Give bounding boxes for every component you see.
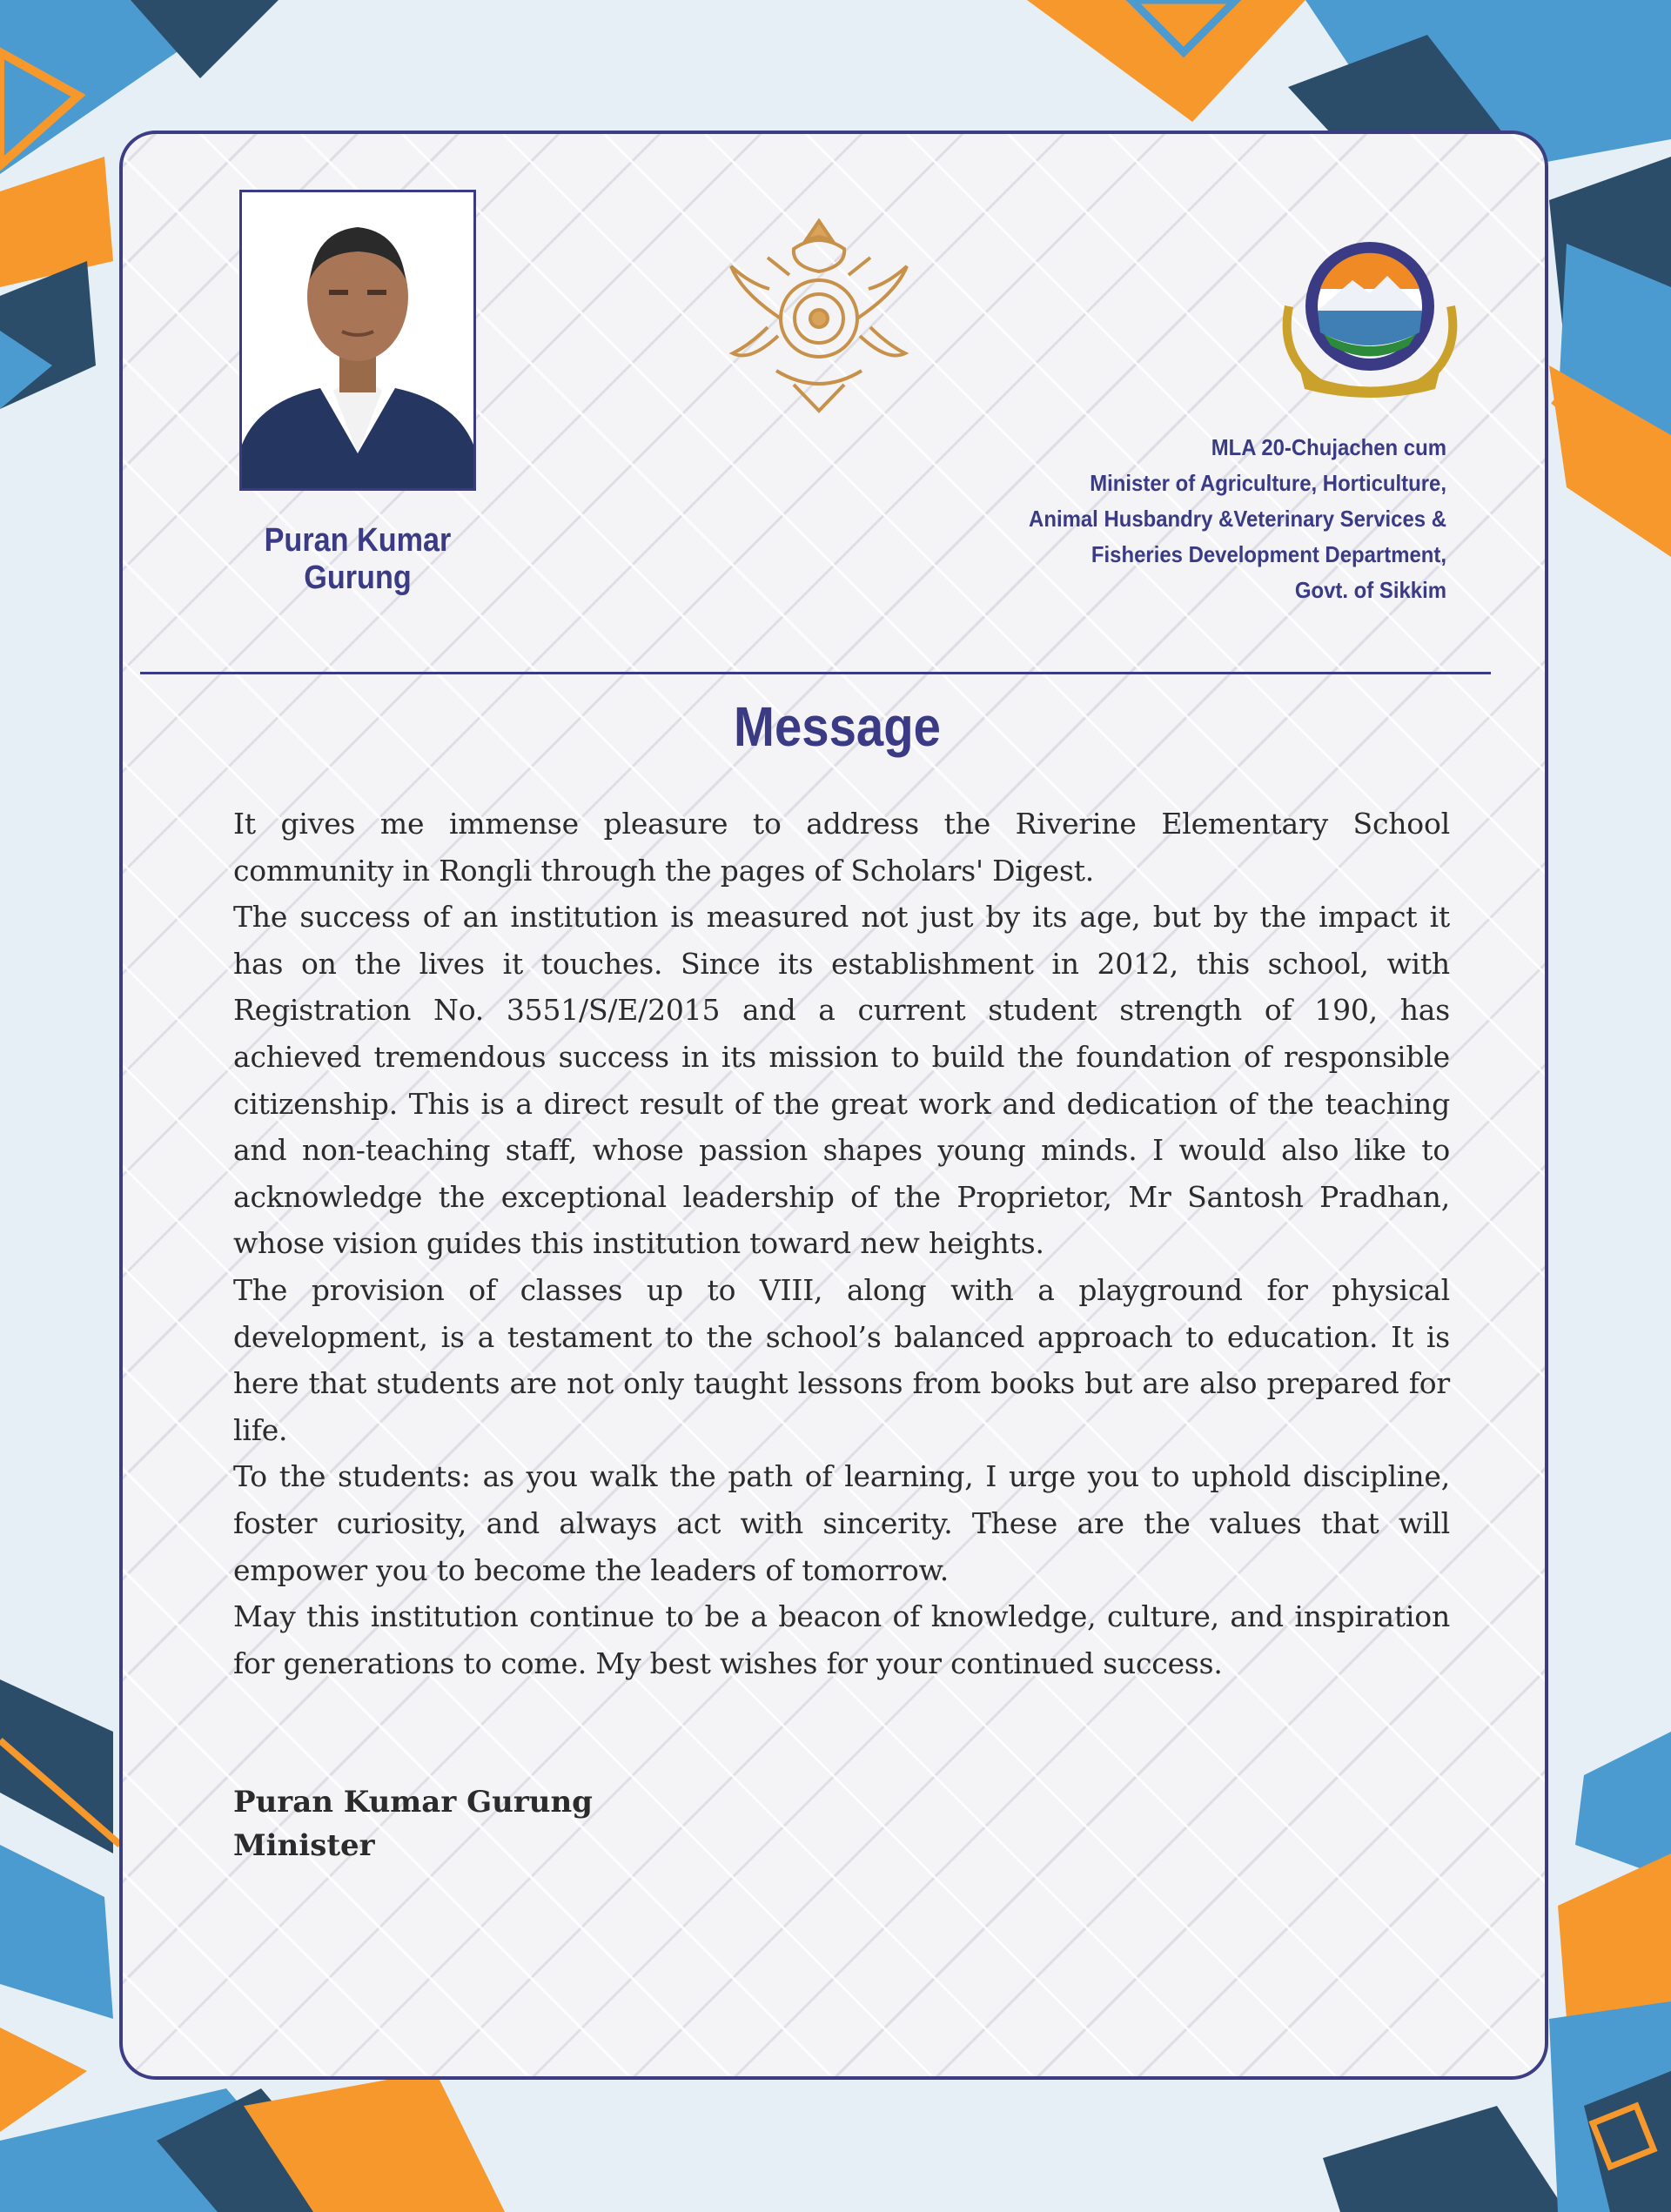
bg-shape xyxy=(1027,0,1305,122)
designation-line: Govt. of Sikkim xyxy=(1294,577,1446,603)
bg-shape xyxy=(1558,1853,1671,2019)
signature-name: Puran Kumar Gurung xyxy=(233,1785,593,1820)
designation-line: MLA 20-Chujachen cum xyxy=(1211,434,1446,460)
bg-shape xyxy=(1323,2106,1567,2212)
message-paragraph: To the students: as you walk the path of learning, I urge you to uphold discipline, foster curiosity, and always act with sincerity. These are the values that will empower you to become the leaders of tomorrow. xyxy=(233,1459,1450,1587)
message-card xyxy=(119,131,1548,2080)
bg-shape xyxy=(0,1845,113,2019)
message-title: Message xyxy=(734,695,941,758)
bg-shape xyxy=(1575,1732,1671,1880)
portrait-photo xyxy=(242,192,473,488)
designation-line: Fisheries Development Department, xyxy=(1091,541,1446,567)
bg-shape xyxy=(0,157,113,287)
designation-line: Minister of Agriculture, Horticulture, xyxy=(1090,470,1446,496)
message-paragraph: It gives me immense pleasure to address the Riverine Elementary School community in Rongli through the pages of Scholars' Digest. xyxy=(233,807,1450,888)
message-paragraph: May this institution continue to be a beacon of knowledge, culture, and inspiration for generations to come. My best wishes for your continued success. xyxy=(233,1599,1450,1680)
person-name: Puran Kumar Gurung xyxy=(264,522,452,596)
message-paragraph: The provision of classes up to VIII, along with a playground for physical development, is a testament to the school’s balanced approach to education. It is here that students are not only taught lessons from books but are also prepared for life. xyxy=(233,1272,1450,1447)
bg-shape xyxy=(0,2028,87,2132)
signature-block xyxy=(233,1780,593,1867)
designation-line: Animal Husbandry &Veterinary Services & xyxy=(1029,506,1446,532)
message-paragraph: The success of an institution is measured not just by its age, but by the impact it has on the lives it touches. Since its establishment in 2012, this school, with Registration No. 3551/S/E/2015 and a current student strength of 190, has achieved tremendous success in its mission to build the foundation of responsible citizenship. This is a direct result of the great work and dedication of the teaching and non-teaching staff, whose passion shapes young minds. I would also like to acknowledge the exceptional leadership of the Proprietor, Mr Santosh Pradhan, whose vision guides this institution toward new heights. xyxy=(233,900,1450,1261)
designation-block xyxy=(855,430,1446,608)
portrait-frame xyxy=(239,190,476,491)
signature-title: Minister xyxy=(233,1828,375,1863)
message-body xyxy=(233,801,1450,1686)
department-seal-icon xyxy=(1270,228,1470,402)
section-divider xyxy=(140,672,1491,674)
state-emblem-icon xyxy=(715,214,923,418)
